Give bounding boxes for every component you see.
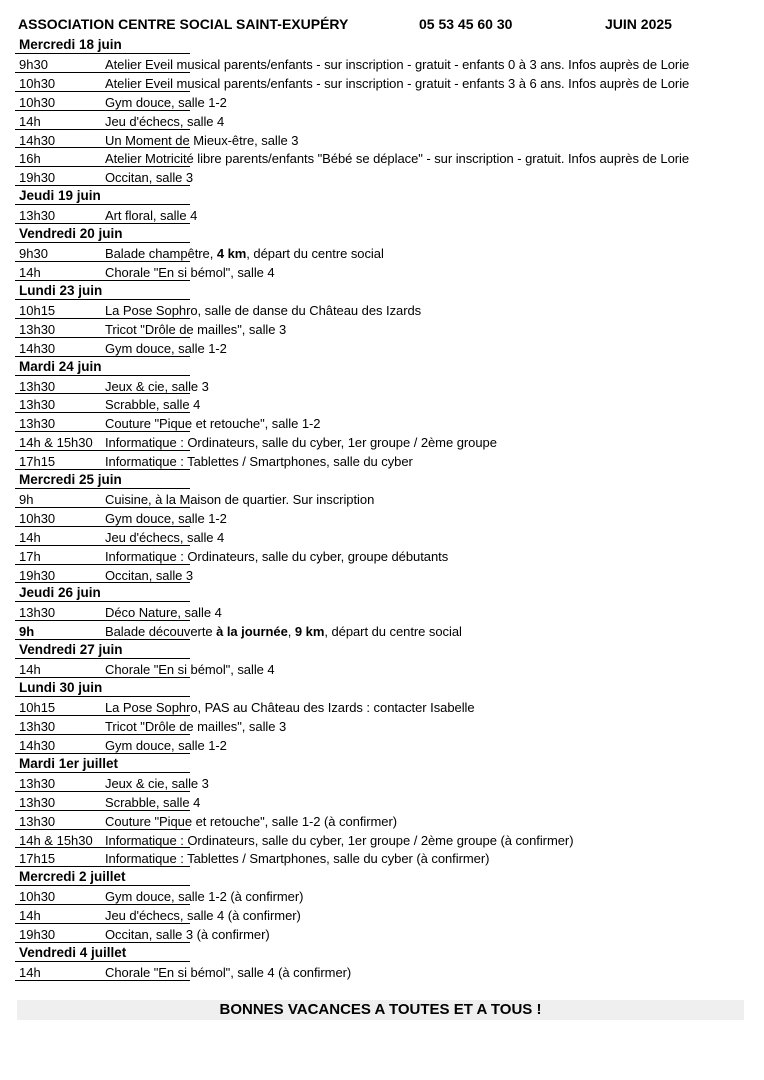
day-header: [15, 282, 750, 301]
event-row: [15, 320, 750, 339]
event-row: [15, 433, 750, 452]
event-activity-text: Couture "Pique et retouche", salle 1-2 (à confirmer): [105, 813, 398, 829]
event-activity: [105, 795, 200, 810]
event-activity: [105, 549, 448, 564]
day-label: Mercredi 25 juin: [19, 472, 122, 488]
event-time: 9h30: [19, 57, 48, 72]
event-activity: [105, 814, 397, 829]
event-activity-text: Occitan, salle 3: [105, 170, 194, 186]
event-row: [15, 963, 750, 982]
event-row: [15, 339, 750, 358]
event-activity: [105, 208, 197, 223]
event-activity: [105, 719, 286, 734]
event-activity-text: Scrabble, salle 4: [105, 397, 201, 413]
event-activity-text: La Pose Sophro, salle de danse du Château des Izards: [105, 302, 422, 318]
event-time: 13h30: [19, 794, 56, 810]
event-row: [15, 698, 750, 717]
event-activity: [105, 833, 573, 848]
event-row: [15, 849, 750, 868]
event-row: [15, 566, 750, 585]
day-label: Vendredi 27 juin: [19, 642, 123, 658]
event-activity-text: Jeux & cie, salle 3: [105, 378, 209, 394]
event-activity-text: Jeu d'échecs, salle 4 (à confirmer): [105, 908, 301, 924]
event-time: 13h30: [19, 719, 56, 735]
day-label: Lundi 30 juin: [19, 680, 103, 696]
event-time: 13h30: [19, 416, 56, 432]
day-header: [15, 679, 750, 698]
event-activity: [105, 624, 462, 639]
event-activity: [105, 341, 227, 356]
event-activity-text: Gym douce, salle 1-2: [105, 737, 227, 753]
event-row: [15, 206, 750, 225]
event-row: [15, 168, 750, 187]
event-activity-text: Jeux & cie, salle 3: [105, 775, 209, 791]
day-label: Mercredi 2 juillet: [19, 869, 126, 885]
event-activity: [105, 530, 224, 545]
event-time: 17h: [19, 548, 41, 564]
event-activity-text: Informatique : Tablettes / Smartphones, salle du cyber: [105, 454, 413, 470]
event-activity-text: Cuisine, à la Maison de quartier. Sur inscription: [105, 492, 375, 508]
day-label: Mardi 1er juillet: [19, 755, 119, 771]
event-activity-emphasis: 4 km: [216, 246, 247, 262]
event-time: 17h15: [19, 454, 56, 470]
event-row: [15, 74, 750, 93]
event-activity-text: Informatique : Tablettes / Smartphones, salle du cyber (à confirmer): [105, 851, 490, 867]
event-activity: [105, 303, 421, 318]
event-activity-text: Atelier Eveil musical parents/enfants - sur inscription - gratuit - enfants 3 à 6 ans. Infos auprès de Lorie: [105, 75, 690, 91]
event-activity-emphasis: à la journée: [216, 624, 288, 640]
event-row: [15, 377, 750, 396]
day-header: [15, 868, 750, 887]
event-row: [15, 717, 750, 736]
event-activity-text: Atelier Motricité libre parents/enfants "Bébé se déplace" - sur inscription - gratuit. Infos auprès de Lorie: [105, 151, 690, 167]
event-activity: [105, 95, 227, 110]
day-label: Mardi 24 juin: [19, 358, 102, 374]
event-time: 10h15: [19, 700, 56, 716]
event-activity-text: Chorale "En si bémol", salle 4: [105, 265, 275, 281]
event-row: [15, 622, 750, 641]
event-activity: [105, 851, 489, 866]
event-row: [15, 812, 750, 831]
event-time: 14h30: [19, 340, 56, 356]
event-row: [15, 301, 750, 320]
event-activity-text: Atelier Eveil musical parents/enfants - sur inscription - gratuit - enfants 0 à 3 ans. Infos auprès de Lorie: [105, 57, 690, 72]
schedule-month: JUIN 2025: [605, 16, 672, 32]
day-header: [15, 36, 750, 55]
event-row: [15, 925, 750, 944]
event-activity: [105, 776, 209, 791]
event-row: [15, 149, 750, 168]
event-activity-text: Balade découverte: [105, 624, 217, 640]
event-activity-text: , départ du centre social: [246, 246, 384, 262]
event-activity: [105, 246, 384, 261]
event-activity: [105, 170, 193, 185]
event-time: 13h30: [19, 397, 56, 413]
event-activity: [105, 454, 413, 469]
event-row: [15, 414, 750, 433]
day-header: [15, 225, 750, 244]
event-time: 14h: [19, 529, 41, 545]
event-row: [15, 263, 750, 282]
event-activity: [105, 435, 497, 450]
event-time: 14h: [19, 662, 41, 678]
phone-number: 05 53 45 60 30: [419, 16, 513, 32]
footer-banner: [17, 1000, 744, 1020]
event-activity-text: Art floral, salle 4: [105, 208, 198, 224]
event-activity: [105, 322, 286, 337]
event-time: 9h30: [19, 246, 48, 262]
event-activity-text: Gym douce, salle 1-2: [105, 340, 227, 356]
event-activity: [105, 265, 275, 280]
event-activity-text: Chorale "En si bémol", salle 4 (à confirmer): [105, 964, 352, 980]
footer-message: BONNES VACANCES A TOUTES ET A TOUS !: [219, 1001, 542, 1018]
event-activity-text: Un Moment de Mieux-être, salle 3: [105, 132, 299, 148]
event-time: 14h30: [19, 737, 56, 753]
day-label: Jeudi 26 juin: [19, 585, 101, 601]
event-activity-text: Tricot "Drôle de mailles", salle 3: [105, 321, 287, 337]
event-activity-text: Informatique : Ordinateurs, salle du cyber, 1er groupe / 2ème groupe: [105, 435, 497, 451]
event-activity-text: Jeu d'échecs, salle 4: [105, 113, 225, 129]
event-activity-text: Gym douce, salle 1-2 (à confirmer): [105, 889, 304, 905]
event-time: 10h30: [19, 889, 56, 905]
event-row: [15, 528, 750, 547]
day-label: Vendredi 20 juin: [19, 226, 123, 242]
event-time: 14h: [19, 964, 41, 980]
event-activity: [105, 492, 374, 507]
event-time: 17h15: [19, 851, 56, 867]
event-time: 19h30: [19, 567, 56, 583]
event-activity: [105, 908, 301, 923]
event-row: [15, 93, 750, 112]
event-activity: [105, 605, 222, 620]
event-activity: [105, 397, 200, 412]
event-time: 16h: [19, 151, 41, 167]
event-activity-text: Scrabble, salle 4: [105, 794, 201, 810]
event-row: [15, 55, 750, 74]
association-title: ASSOCIATION CENTRE SOCIAL SAINT-EXUPÉRY: [18, 16, 349, 32]
event-time: 10h30: [19, 75, 56, 91]
day-header: [15, 358, 750, 377]
event-time: 14h: [19, 113, 41, 129]
event-time: 13h30: [19, 605, 56, 621]
event-time: 19h30: [19, 170, 56, 186]
event-row: [15, 131, 750, 150]
day-label: Jeudi 19 juin: [19, 188, 101, 204]
event-activity: [105, 416, 320, 431]
event-time: 10h30: [19, 510, 56, 526]
event-activity-text: Couture "Pique et retouche", salle 1-2: [105, 416, 321, 432]
event-row: [15, 452, 750, 471]
event-row: [15, 547, 750, 566]
event-row: [15, 774, 750, 793]
event-activity: [105, 379, 209, 394]
event-activity: [105, 114, 224, 129]
event-activity-text: Informatique : Ordinateurs, salle du cyber, 1er groupe / 2ème groupe (à confirmer): [105, 832, 574, 848]
day-header: [15, 641, 750, 660]
event-time: 13h30: [19, 378, 56, 394]
event-activity: [105, 700, 475, 715]
event-activity: [105, 965, 351, 980]
event-row: [15, 887, 750, 906]
event-row: [15, 395, 750, 414]
schedule-list: [15, 36, 750, 982]
event-row: [15, 906, 750, 925]
event-activity-emphasis: 9 km: [294, 624, 325, 640]
event-activity-text: La Pose Sophro, PAS au Château des Izards : contacter Isabelle: [105, 700, 475, 716]
event-row: [15, 831, 750, 850]
event-activity: [105, 151, 689, 166]
event-time: 13h30: [19, 813, 56, 829]
event-activity-text: ,: [287, 624, 295, 640]
event-time: 13h30: [19, 321, 56, 337]
day-header: [15, 187, 750, 206]
event-activity: [105, 738, 227, 753]
day-label: Vendredi 4 juillet: [19, 944, 127, 960]
event-activity-text: Occitan, salle 3: [105, 567, 194, 583]
event-activity-text: Informatique : Ordinateurs, salle du cyber, groupe débutants: [105, 548, 449, 564]
event-row: [15, 244, 750, 263]
event-activity: [105, 568, 193, 583]
event-activity: [105, 889, 303, 904]
event-time: 14h: [19, 908, 41, 924]
event-activity-text: Gym douce, salle 1-2: [105, 94, 227, 110]
event-time: 13h30: [19, 775, 56, 791]
event-row: [15, 603, 750, 622]
event-time: 19h30: [19, 927, 56, 943]
event-time: 14h30: [19, 132, 56, 148]
event-time: 10h30: [19, 94, 56, 110]
event-activity: [105, 76, 689, 91]
event-activity: [105, 662, 275, 677]
event-activity-text: Chorale "En si bémol", salle 4: [105, 662, 275, 678]
event-activity-text: Tricot "Drôle de mailles", salle 3: [105, 719, 287, 735]
day-header: [15, 584, 750, 603]
event-activity: [105, 511, 227, 526]
event-row: [15, 509, 750, 528]
event-activity-text: Balade champêtre,: [105, 246, 217, 262]
event-time: 14h & 15h30: [19, 435, 93, 451]
event-activity: [105, 927, 270, 942]
page-header: [18, 16, 748, 36]
day-header: [15, 755, 750, 774]
event-activity-text: , départ du centre social: [324, 624, 462, 640]
day-label: Mercredi 18 juin: [19, 37, 122, 52]
event-row: [15, 736, 750, 755]
event-time: 14h & 15h30: [19, 832, 93, 848]
event-row: [15, 112, 750, 131]
event-row: [15, 490, 750, 509]
event-activity: [105, 133, 298, 148]
event-activity-text: Gym douce, salle 1-2: [105, 510, 227, 526]
event-time: 9h: [19, 492, 34, 508]
event-time: 10h15: [19, 302, 56, 318]
event-row: [15, 660, 750, 679]
event-row: [15, 793, 750, 812]
event-time: 9h: [19, 624, 35, 640]
day-header: [15, 471, 750, 490]
event-activity: [105, 57, 689, 72]
event-time: 13h30: [19, 208, 56, 224]
event-activity-text: Occitan, salle 3 (à confirmer): [105, 927, 270, 943]
event-activity-text: Jeu d'échecs, salle 4: [105, 529, 225, 545]
event-activity-text: Déco Nature, salle 4: [105, 605, 222, 621]
event-time: 14h: [19, 265, 41, 281]
day-header: [15, 944, 750, 963]
day-label: Lundi 23 juin: [19, 282, 103, 298]
